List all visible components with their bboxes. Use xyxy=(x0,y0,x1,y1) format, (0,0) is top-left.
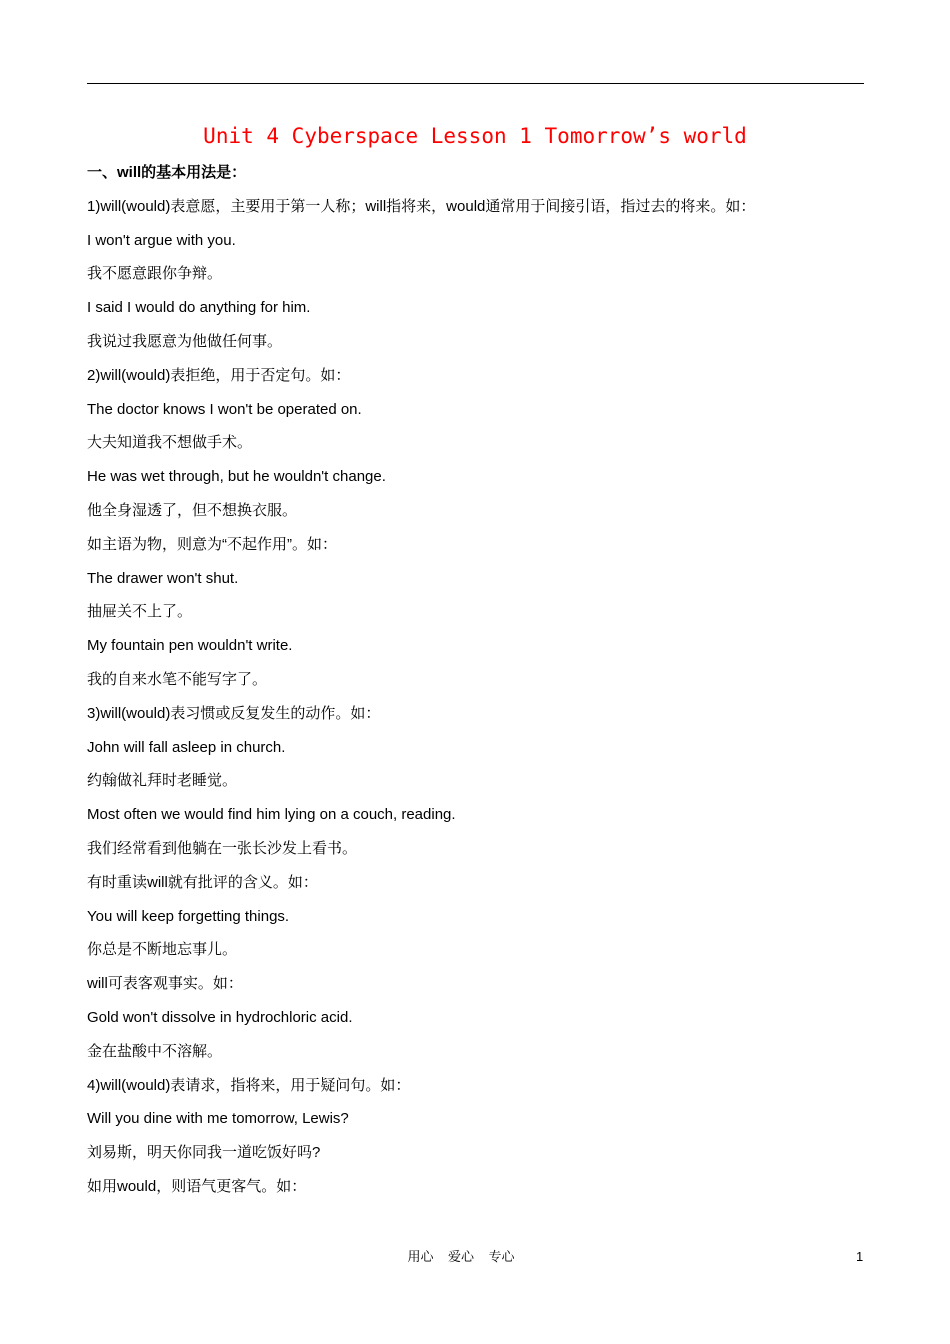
header-rule xyxy=(87,83,864,84)
text-line: 1)will(would)表意愿，主要用于第一人称；will指将来，would通常用于间接引语，指过去的将来。如： xyxy=(87,197,756,215)
text-line: 3)will(would)表习惯或反复发生的动作。如： xyxy=(87,704,381,722)
text-line: Will you dine with me tomorrow, Lewis? xyxy=(87,1110,349,1128)
text-line: will可表客观事实。如： xyxy=(87,975,243,993)
text-line: 他全身湿透了，但不想换衣服。 xyxy=(87,501,298,519)
text-line: 抽屉关不上了。 xyxy=(87,603,193,621)
text-line: The doctor knows I won't be operated on. xyxy=(87,400,362,418)
text-line: My fountain pen wouldn't write. xyxy=(87,637,293,655)
text-line: 刘易斯，明天你同我一道吃饭好吗? xyxy=(87,1144,321,1162)
document-body xyxy=(87,160,877,1208)
text-line: The drawer won't shut. xyxy=(87,569,239,587)
text-line: 我不愿意跟你争辩。 xyxy=(87,265,223,283)
page-number: 1 xyxy=(856,1249,864,1264)
text-line: 你总是不断地忘事儿。 xyxy=(87,941,238,959)
text-line: 大夫知道我不想做手术。 xyxy=(87,434,253,452)
text-line: 约翰做礼拜时老睡觉。 xyxy=(87,772,238,790)
text-line: He was wet through, but he wouldn't change. xyxy=(87,468,386,486)
text-line: 2)will(would)表拒绝，用于否定句。如： xyxy=(87,366,351,384)
text-line: 4)will(would)表请求，指将来，用于疑问句。如： xyxy=(87,1076,411,1094)
footer-text: 用心 爱心 专心 xyxy=(407,1249,515,1264)
text-line: Most often we would find him lying on a couch, reading. xyxy=(87,806,456,824)
text-line: You will keep forgetting things. xyxy=(87,907,290,925)
text-line: I won't argue with you. xyxy=(87,231,236,249)
text-line: 如用would，则语气更客气。如： xyxy=(87,1177,307,1195)
page-title: Unit 4 Cyberspace Lesson 1 Tomorrow’s world xyxy=(203,124,747,148)
text-line: 如主语为物，则意为“不起作用”。如： xyxy=(87,535,337,553)
text-line: Gold won't dissolve in hydrochloric acid. xyxy=(87,1008,353,1026)
text-line: 我说过我愿意为他做任何事。 xyxy=(87,332,283,350)
text-line: 我的自来水笔不能写字了。 xyxy=(87,670,268,688)
text-line: 金在盐酸中不溶解。 xyxy=(87,1042,223,1060)
text-line: 有时重读will就有批评的含义。如： xyxy=(87,873,318,891)
text-line: I said I would do anything for him. xyxy=(87,299,311,317)
text-line: John will fall asleep in church. xyxy=(87,738,286,756)
text-line: 我们经常看到他躺在一张长沙发上看书。 xyxy=(87,839,358,857)
section-heading: 一、will的基本用法是： xyxy=(87,164,247,181)
